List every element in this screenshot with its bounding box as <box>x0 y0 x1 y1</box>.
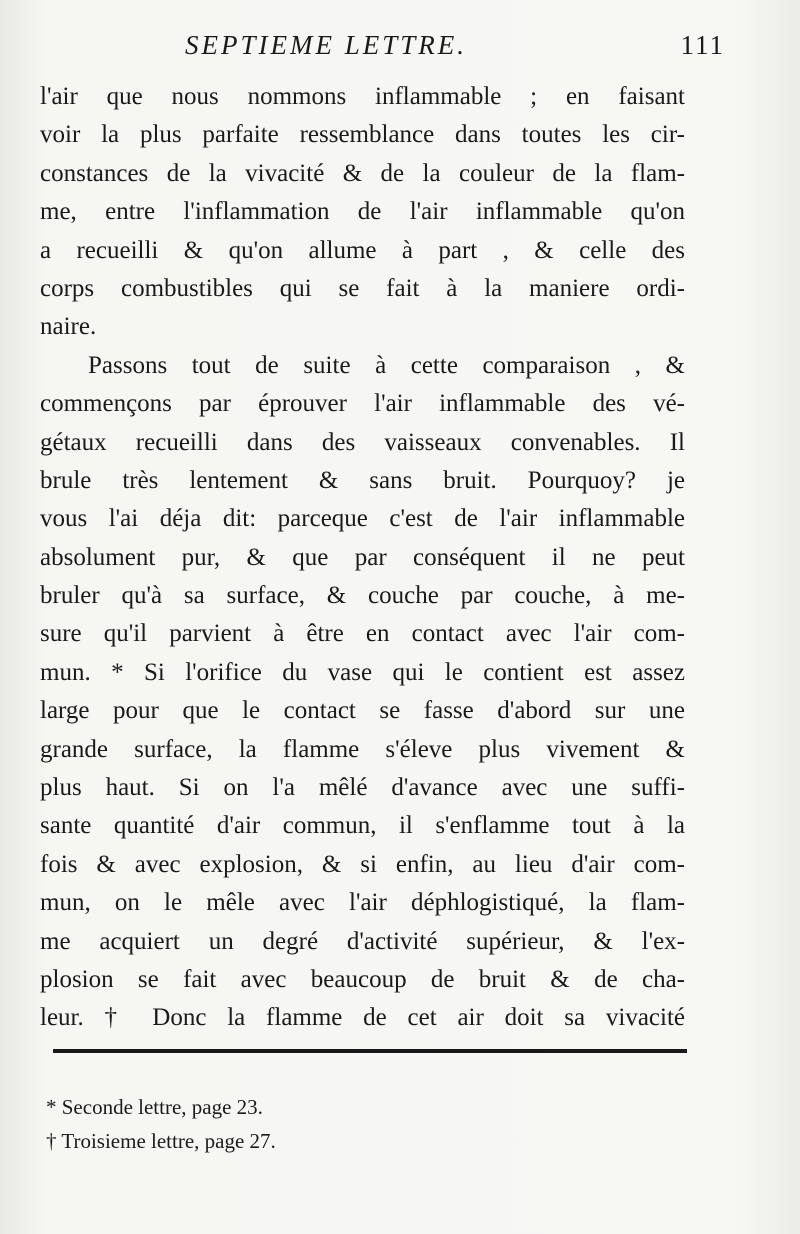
text-line: commençons par éprouver l'air inflammable des vé- <box>40 390 685 418</box>
paragraph-start-line: Passons tout de suite à cette comparaison , & <box>88 351 685 379</box>
text-line: naire. <box>40 313 97 341</box>
footnote: † Troisieme lettre, page 27. <box>46 1129 276 1153</box>
text-line: grande surface, la flamme s'éleve plus vivement & <box>40 735 685 763</box>
text-line: plus haut. Si on l'a mêlé d'avance avec une suffi- <box>40 774 685 802</box>
text-line: sante quantité d'air commun, il s'enflamme tout à la <box>40 812 685 840</box>
body-text <box>40 78 685 1038</box>
text-line: me, entre l'inflammation de l'air inflammable qu'on <box>40 198 685 226</box>
text-line: bruler qu'à sa surface, & couche par couche, à me- <box>40 582 685 610</box>
text-line: brule très lentement & sans bruit. Pourquoy? je <box>40 466 685 494</box>
text-line: sure qu'il parvient à être en contact avec l'air com- <box>40 620 685 648</box>
text-line: constances de la vivacité & de la couleur de la flam- <box>40 159 685 187</box>
text-line: me acquiert un degré d'activité supérieur, & l'ex- <box>40 927 685 955</box>
page-number: 111 <box>680 30 725 60</box>
text-line: mun, on le mêle avec l'air déphlogistiqué, la flam- <box>40 889 685 917</box>
text-line: plosion se fait avec beaucoup de bruit & de cha- <box>40 965 685 993</box>
text-line: a recueilli & qu'on allume à part , & celle des <box>40 236 685 264</box>
text-line: gétaux recueilli dans des vaisseaux convenables. Il <box>40 428 685 456</box>
text-line: leur. † Donc la flamme de cet air doit sa vivacité <box>40 1004 685 1032</box>
footnote: * Seconde lettre, page 23. <box>46 1095 263 1119</box>
text-line: large pour que le contact se fasse d'abord sur une <box>40 697 685 725</box>
footnotes <box>46 1090 686 1158</box>
running-head <box>40 30 725 66</box>
text-line: fois & avec explosion, & si enfin, au lieu d'air com- <box>40 850 685 878</box>
text-line: vous l'ai déja dit: parceque c'est de l'air inflammable <box>40 505 685 533</box>
text-line: corps combustibles qui se fait à la maniere ordi- <box>40 274 685 302</box>
running-title: SEPTIEME LETTRE. <box>185 30 467 60</box>
text-line: l'air que nous nommons inflammable ; en faisant <box>40 83 685 110</box>
text-line: absolument pur, & que par conséquent il ne peut <box>40 543 685 571</box>
text-line: voir la plus parfaite ressemblance dans toutes les cir- <box>40 121 685 149</box>
text-line: mun. * Si l'orifice du vase qui le contient est assez <box>40 658 685 686</box>
footnote-rule <box>53 1049 687 1053</box>
